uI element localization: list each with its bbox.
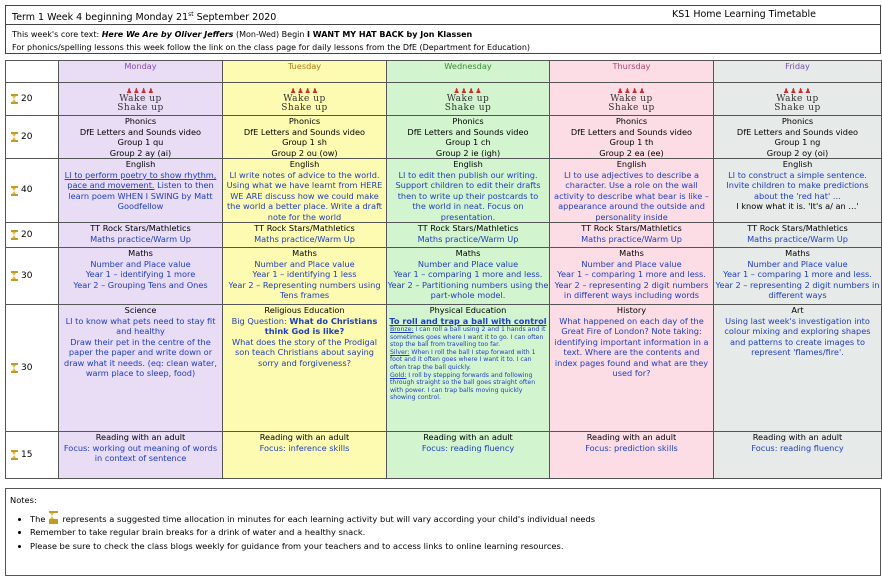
subject-label: Physical Education bbox=[429, 305, 507, 315]
subject-label: TT Rock Stars/Mathletics bbox=[254, 223, 355, 233]
note-class-blogs: • Please be sure to check the class blogs weekly for guidance from your teachers and to access links to online learning resources. bbox=[30, 539, 595, 553]
lesson-text: LI to use adjectives to describe a character. Use a role on the wall activity to describe what bear is like – appearance around the outside and personality inside bbox=[554, 169, 709, 222]
subject-label: TT Rock Stars/Mathletics bbox=[417, 223, 519, 233]
subject-label: Maths bbox=[455, 248, 481, 258]
lesson-text: What does the story of the Prodigal son teach Christians about saying sorry and forgiveness? bbox=[231, 336, 378, 368]
lesson-cell bbox=[714, 223, 882, 248]
phonics-note: For phonics/spelling lessons this week follow the link on the class page for daily lessons from the DfE (Department for Education) bbox=[12, 43, 531, 52]
time-cell bbox=[6, 159, 59, 223]
subject-label: Reading with an adult bbox=[423, 432, 513, 442]
wake-up-shake-up-logo: ♟♟♟♟ Wake up Shake up bbox=[223, 83, 387, 116]
lesson-line: Group 1 th bbox=[609, 137, 654, 147]
day-wednesday: Wednesday bbox=[387, 61, 550, 83]
day-thursday: Thursday bbox=[550, 61, 714, 83]
lesson-line: Year 2 – representing 2 digit numbers in different ways including words bbox=[554, 279, 709, 300]
lesson-line: Maths practice/Warm Up bbox=[417, 233, 519, 244]
subject-label: Phonics bbox=[288, 116, 321, 126]
lesson-line: Focus: working out meaning of words in context of sentence bbox=[63, 442, 218, 463]
lesson-line: Year 2 – Grouping Tens and Ones bbox=[73, 279, 208, 290]
lesson-text: LI write notes of advice to the world. Using what we have learnt from HERE WE ARE discuss how we could make the world a better place. Write a draft note for the world bbox=[226, 169, 383, 222]
lesson-line: Year 2 – Partitioning numbers using the part-whole model. bbox=[387, 279, 549, 300]
lesson-text: LI to know what pets need to stay fit and healthy bbox=[65, 315, 216, 336]
lesson-cell bbox=[714, 432, 882, 479]
timetable-row bbox=[6, 116, 882, 159]
lesson-cell bbox=[223, 159, 387, 223]
subject-label: English bbox=[125, 159, 156, 169]
time-minutes: 15 bbox=[21, 449, 33, 460]
timetable-row bbox=[6, 248, 882, 305]
lesson-line: Maths practice/Warm Up bbox=[90, 233, 191, 244]
dancing-figures-icon: ♟♟♟♟ bbox=[125, 87, 156, 95]
lesson-line: Group 1 qu bbox=[117, 137, 164, 147]
header-box bbox=[5, 5, 881, 54]
pe-bronze-level: Bronze: I can roll a ball using 2 and 1 hands and it sometimes goes where I want it to go. I can often stop the ball from travelling too far. bbox=[390, 326, 546, 349]
timetable-row bbox=[6, 305, 882, 432]
lesson-line: Maths practice/Warm Up bbox=[581, 233, 682, 244]
lesson-line: Maths practice/Warm Up bbox=[254, 233, 355, 244]
lesson-cell bbox=[387, 305, 550, 432]
time-cell bbox=[6, 116, 59, 159]
time-cell bbox=[6, 248, 59, 305]
hourglass-icon bbox=[11, 94, 18, 104]
note-time-allocation: • The represents a suggested time allocation in minutes for each learning activity but will vary according your child's individual needs bbox=[30, 511, 595, 525]
hourglass-icon bbox=[11, 271, 18, 281]
lesson-line: DfE Letters and Sounds video bbox=[736, 126, 859, 137]
day-tuesday: Tuesday bbox=[223, 61, 387, 83]
lesson-cell: Religious Education Big Question: What do Christians think God is like? What does the story of the Prodigal son teach Christians about saying sorry and forgiveness? bbox=[223, 305, 387, 432]
header-title-row bbox=[6, 6, 880, 25]
subject-label: Phonics bbox=[452, 116, 484, 126]
dancing-figures-icon: ♟♟♟♟ bbox=[289, 87, 320, 95]
hourglass-icon bbox=[11, 363, 18, 373]
core-text-info: This week's core text: Here We Are by Oliver Jeffers (Mon-Wed) Begin I WANT MY HAT BACK by Jon Klassen For phonics/spelling lessons this week follow the link on the class page for daily lessons from the DfE (Department for Education) bbox=[6, 25, 880, 53]
subject-label: Maths bbox=[292, 248, 317, 258]
subject-label: Maths bbox=[619, 248, 644, 258]
notes-list bbox=[10, 511, 595, 553]
lesson-line: DfE Letters and Sounds video bbox=[243, 126, 366, 137]
lesson-cell bbox=[714, 248, 882, 305]
time-minutes: 40 bbox=[21, 185, 33, 196]
timetable-title: KS1 Home Learning Timetable bbox=[672, 9, 816, 20]
time-minutes: 20 bbox=[21, 93, 33, 104]
lesson-line: Year 1 – comparing 1 more and less. bbox=[723, 269, 872, 279]
lesson-line: Group 2 oy (oi) bbox=[766, 147, 829, 158]
lesson-line: Group 2 ou (ow) bbox=[271, 147, 338, 158]
hourglass-icon bbox=[11, 186, 18, 196]
day-monday: Monday bbox=[59, 61, 223, 83]
time-cell bbox=[6, 305, 59, 432]
wake-up-shake-up-logo: ♟♟♟♟ Wake up Shake up bbox=[550, 83, 714, 116]
lesson-text: LI to construct a simple sentence. Invite children to make predictions about the 'red hat' … bbox=[726, 169, 869, 201]
timetable-row bbox=[6, 432, 882, 479]
lesson-text: Draw their pet in the centre of the paper the paper and write down or draw what it needs. (eq: clean water, warm place to sleep, food) bbox=[64, 336, 217, 378]
wake-up-shake-up-logo: ♟♟♟♟ Wake up Shake up bbox=[714, 83, 882, 116]
subject-label: Maths bbox=[785, 248, 810, 258]
lesson-text: Using last week's investigation into colour mixing and exploring shapes and patterns to create images to represent 'flames/fire'. bbox=[724, 315, 871, 357]
subject-label: Phonics bbox=[781, 116, 814, 126]
lesson-cell bbox=[59, 305, 223, 432]
subject-label: Reading with an adult bbox=[95, 432, 186, 442]
lesson-cell bbox=[387, 223, 550, 248]
lesson-cell bbox=[387, 432, 550, 479]
learning-intention: LI to perform poetry to show rhythm, pace and movement. bbox=[64, 169, 217, 190]
lesson-cell: English LI to perform poetry to show rhythm, pace and movement. Listen to then learn poem WHEN I SWING by Matt Goodfellow bbox=[59, 159, 223, 223]
lesson-cell bbox=[387, 116, 550, 159]
notes-box bbox=[5, 488, 881, 576]
lesson-line: Focus: inference skills bbox=[259, 442, 350, 453]
note-brain-breaks: • Remember to take regular brain breaks for a drink of water and a healthy snack. bbox=[30, 525, 595, 539]
subject-label: Reading with an adult bbox=[259, 432, 350, 442]
lesson-line: Year 1 – identifying 1 more bbox=[85, 269, 196, 279]
subject-label: Reading with an adult bbox=[586, 432, 677, 442]
day-friday: Friday bbox=[714, 61, 882, 83]
dancing-figures-icon: ♟♟♟♟ bbox=[616, 87, 647, 95]
lesson-cell bbox=[550, 248, 714, 305]
lesson-line: Group 1 sh bbox=[282, 137, 327, 147]
subject-label: TT Rock Stars/Mathletics bbox=[90, 223, 191, 233]
wake-up-shake-up-logo: ♟♟♟♟ Wake up Shake up bbox=[59, 83, 223, 116]
lesson-cell bbox=[714, 159, 882, 223]
subject-label: English bbox=[616, 159, 647, 169]
lesson-line: Focus: reading fluency bbox=[421, 442, 515, 453]
lesson-line: Group 2 ay (ai) bbox=[109, 147, 172, 158]
lesson-line: Focus: prediction skills bbox=[585, 442, 678, 453]
lesson-cell bbox=[387, 159, 550, 223]
subject-label: English bbox=[453, 159, 483, 169]
lesson-line: Focus: reading fluency bbox=[751, 442, 844, 453]
time-minutes: 30 bbox=[21, 270, 33, 281]
lesson-line: Year 1 – identifying 1 less bbox=[252, 269, 357, 279]
lesson-cell bbox=[223, 432, 387, 479]
lesson-cell bbox=[223, 223, 387, 248]
timetable-grid bbox=[5, 60, 882, 479]
subject-label: English bbox=[289, 159, 320, 169]
dancing-figures-icon: ♟♟♟♟ bbox=[453, 87, 483, 95]
subject-label: Religious Education bbox=[264, 305, 345, 315]
lesson-text: What happened on each day of the Great Fire of London? Note taking: identifying important information in a text. Where are the contents and index pages found and what are they used for? bbox=[554, 315, 709, 378]
lesson-line: Number and Place value bbox=[90, 258, 191, 269]
lesson-line: Number and Place value bbox=[581, 258, 682, 269]
lesson-cell bbox=[59, 223, 223, 248]
timetable-row bbox=[6, 223, 882, 248]
time-minutes: 20 bbox=[21, 131, 33, 142]
subject-label: English bbox=[782, 159, 813, 169]
day-header-row bbox=[6, 61, 882, 83]
lesson-cell bbox=[387, 248, 550, 305]
time-cell bbox=[6, 432, 59, 479]
lesson-line: Group 2 ie (igh) bbox=[435, 147, 501, 158]
lesson-cell bbox=[59, 248, 223, 305]
lesson-line: DfE Letters and Sounds video bbox=[407, 126, 529, 137]
lesson-cell bbox=[550, 305, 714, 432]
hourglass-icon bbox=[11, 450, 18, 460]
lesson-cell bbox=[59, 432, 223, 479]
lesson-line: Year 1 – comparing 1 more and less. bbox=[557, 269, 706, 279]
subject-label: Phonics bbox=[124, 116, 157, 126]
time-cell bbox=[6, 83, 59, 116]
time-cell bbox=[6, 223, 59, 248]
lesson-text: LI to edit then publish our writing. Support children to edit their drafts then to write up their postcards to the world in neat. Focus on presentation. bbox=[395, 169, 541, 222]
subject-label: History bbox=[616, 305, 647, 315]
big-question: What do Christians think God is like? bbox=[264, 315, 378, 336]
subject-label: TT Rock Stars/Mathletics bbox=[747, 223, 848, 233]
sentence-stem: I know what it is. 'It's a/ an …' bbox=[736, 201, 859, 211]
lesson-cell bbox=[550, 159, 714, 223]
dancing-figures-icon: ♟♟♟♟ bbox=[782, 87, 813, 95]
pe-silver-level: Silver: When I roll the ball I step forward with 1 foot and it often goes where I want it to. I can often trap the ball quickly. bbox=[390, 348, 536, 371]
hourglass-icon bbox=[11, 132, 18, 142]
lesson-cell bbox=[59, 116, 223, 159]
pe-gold-level: Gold: I roll by stepping forwards and following through straight so the ball goes straight often with power. I can trap balls moving quickly showing control. bbox=[390, 371, 536, 402]
time-minutes: 30 bbox=[21, 362, 33, 373]
lesson-line: Year 2 – representing 2 digit numbers in different ways bbox=[715, 279, 880, 300]
subject-label: Reading with an adult bbox=[752, 432, 843, 442]
subject-label: Science bbox=[124, 305, 157, 315]
subject-label: Art bbox=[791, 305, 804, 315]
lesson-line: Group 2 ea (ee) bbox=[599, 147, 664, 158]
subject-label: Maths bbox=[128, 248, 153, 258]
lesson-line: Year 2 – Representing numbers using Tens frames bbox=[228, 279, 381, 300]
lesson-cell bbox=[223, 116, 387, 159]
lesson-cell bbox=[223, 248, 387, 305]
lesson-cell bbox=[550, 116, 714, 159]
lesson-line: Maths practice/Warm Up bbox=[747, 233, 848, 244]
pe-objective: To roll and trap a ball with control bbox=[389, 315, 547, 326]
hourglass-icon bbox=[49, 511, 58, 524]
subject-label: Phonics bbox=[615, 116, 648, 126]
time-minutes: 20 bbox=[21, 229, 33, 240]
lesson-cell bbox=[714, 305, 882, 432]
lesson-line: DfE Letters and Sounds video bbox=[79, 126, 202, 137]
timetable-row bbox=[6, 159, 882, 223]
lesson-cell bbox=[550, 223, 714, 248]
timetable-page bbox=[1, 1, 881, 575]
lesson-line: Year 1 – comparing 1 more and less. bbox=[393, 269, 543, 279]
lesson-cell bbox=[550, 432, 714, 479]
lesson-line: Number and Place value bbox=[254, 258, 355, 269]
lesson-line: DfE Letters and Sounds video bbox=[570, 126, 693, 137]
lesson-line: Number and Place value bbox=[747, 258, 848, 269]
lesson-line: Number and Place value bbox=[417, 258, 519, 269]
lesson-cell bbox=[714, 116, 882, 159]
wake-up-shake-up-logo: ♟♟♟♟ Wake up Shake up bbox=[387, 83, 550, 116]
hourglass-icon bbox=[11, 230, 18, 240]
term-title: Term 1 Week 4 beginning Monday 21st September 2020 bbox=[12, 11, 277, 24]
subject-label: TT Rock Stars/Mathletics bbox=[581, 223, 682, 233]
lesson-line: Group 1 ch bbox=[445, 137, 491, 147]
lesson-line: Group 1 ng bbox=[774, 137, 821, 147]
notes-title: Notes: bbox=[10, 495, 37, 505]
timetable-row bbox=[6, 83, 882, 116]
